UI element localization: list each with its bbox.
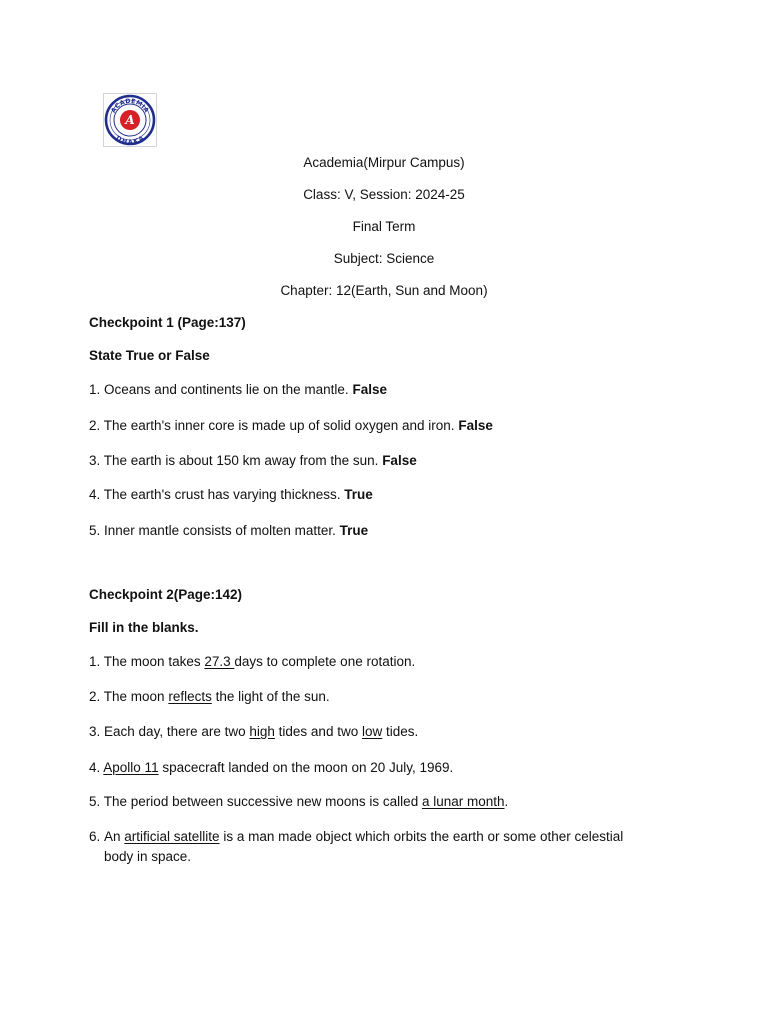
tf-item <box>89 381 387 399</box>
school-logo <box>103 93 157 147</box>
school-name: Academia(Mirpur Campus) <box>303 155 465 170</box>
item-number: 1. <box>89 382 101 397</box>
item-answer: True <box>339 523 369 538</box>
tf-item <box>89 452 417 470</box>
item-answer: True <box>344 487 373 502</box>
checkpoint2-instruction: Fill in the blanks. <box>89 620 199 635</box>
item-text-post: is a man made object which orbits the earth or some other celestial body in space. <box>104 829 624 864</box>
item-number: 2. <box>89 689 101 704</box>
item-text-pre: The moon takes <box>103 654 205 669</box>
checkpoint1-instruction: State True or False <box>89 348 210 363</box>
blank-answer: artificial satellite <box>124 829 220 844</box>
item-text: Inner mantle consists of molten matter. <box>104 523 336 538</box>
tf-item <box>89 522 368 540</box>
blank-item <box>89 793 508 811</box>
class-session: Class: V, Session: 2024-25 <box>303 187 465 202</box>
item-text-pre: Each day, there are two <box>104 724 250 739</box>
blank-answer: Apollo 11 <box>103 760 159 775</box>
item-number: 3. <box>89 453 101 468</box>
blank-item <box>89 653 415 671</box>
blank-item <box>89 759 453 777</box>
item-answer: False <box>352 382 387 397</box>
item-number: 5. <box>89 523 101 538</box>
item-text: The earth's inner core is made up of solid oxygen and iron. <box>103 418 455 433</box>
item-text-mid: tides and two <box>274 724 362 739</box>
item-text-post: . <box>504 794 509 809</box>
item-text: The earth's crust has varying thickness. <box>103 487 341 502</box>
svg-text:A: A <box>125 113 135 127</box>
item-number: 3. <box>89 724 101 739</box>
chapter-title: Chapter: 12(Earth, Sun and Moon) <box>280 283 488 298</box>
blank-item <box>89 688 330 706</box>
blank-item <box>89 723 418 741</box>
item-number: 6. <box>89 829 101 844</box>
svg-text:ACADEMIA: ACADEMIA <box>110 97 150 115</box>
item-number: 4. <box>89 760 101 775</box>
item-number: 5. <box>89 794 101 809</box>
tf-item <box>89 417 493 435</box>
item-text-post: tides. <box>382 724 419 739</box>
item-text-pre: The period between successive new moons is called <box>103 794 422 809</box>
academia-seal-icon <box>103 93 157 147</box>
blank-item <box>89 827 649 867</box>
term-title: Final Term <box>352 219 416 234</box>
item-answer: False <box>382 453 417 468</box>
item-answer: False <box>458 418 493 433</box>
item-number: 1. <box>89 654 101 669</box>
item-text-pre: An <box>104 829 125 844</box>
svg-text:DHAKA: DHAKA <box>114 134 146 147</box>
blank-answer: reflects <box>168 689 212 704</box>
checkpoint1-title: Checkpoint 1 (Page:137) <box>89 315 246 330</box>
item-text-post: spacecraft landed on the moon on 20 July, 1969. <box>158 760 454 775</box>
blank-answer: 27.3 <box>204 654 235 669</box>
item-text-pre: The moon <box>103 689 169 704</box>
checkpoint2-title: Checkpoint 2(Page:142) <box>89 587 243 602</box>
blank-answer: a lunar month <box>421 794 505 809</box>
blank-answer-2: low <box>361 724 383 739</box>
item-number: 4. <box>89 487 101 502</box>
tf-item <box>89 486 373 504</box>
item-text-post: the light of the sun. <box>211 689 330 704</box>
blank-answer: high <box>249 724 275 739</box>
item-text: Oceans and continents lie on the mantle. <box>104 382 349 397</box>
subject-title: Subject: Science <box>333 251 435 266</box>
item-text: The earth is about 150 km away from the sun. <box>103 453 379 468</box>
item-text-post: days to complete one rotation. <box>234 654 416 669</box>
item-number: 2. <box>89 418 101 433</box>
